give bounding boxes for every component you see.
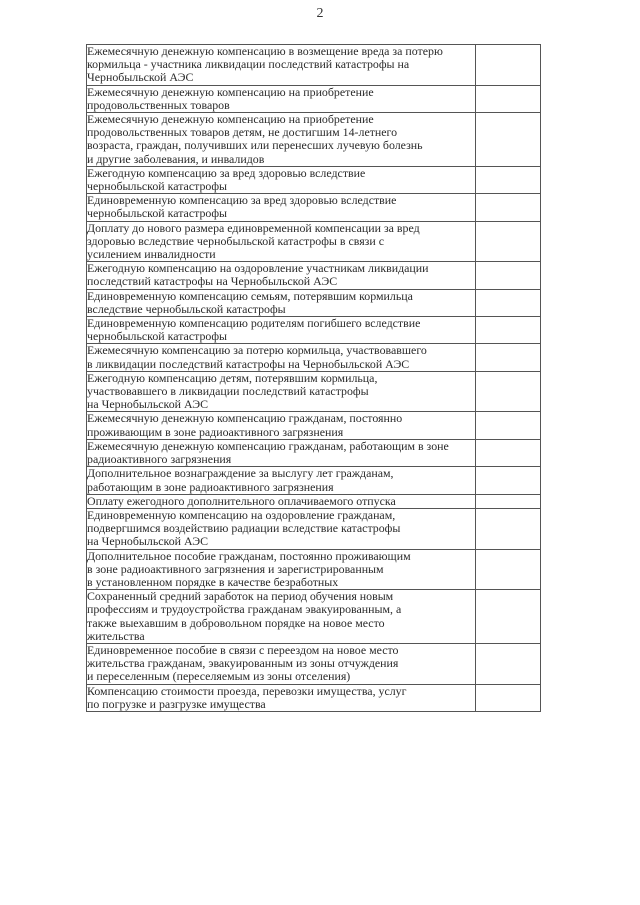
checkbox-cell[interactable] [476,166,541,193]
table-row [87,262,541,289]
checkbox-cell[interactable] [476,45,541,86]
benefit-description-cell [87,317,476,344]
benefit-text-line: Дополнительное пособие гражданам, постоянно проживающим [87,548,411,563]
benefit-text-line: Чернобыльской АЭС [87,70,194,85]
benefits-table-body [87,45,541,712]
benefit-text-line: Единовременную компенсацию семьям, потерявшим кормильца [87,288,413,303]
checkbox-cell[interactable] [476,439,541,466]
table-row [87,317,541,344]
benefit-text-line: по погрузке и разгрузке имущества [87,696,266,711]
benefit-text-line: Оплату ежегодного дополнительного оплачиваемого отпуска [87,493,396,508]
benefit-description-cell [87,439,476,466]
benefit-text-line: Единовременное пособие в связи с переездом на новое место [87,642,399,657]
checkbox-cell[interactable] [476,113,541,167]
benefit-description-cell [87,643,476,684]
benefit-text-line: Доплату до нового размера единовременной компенсации за вред [87,220,420,235]
table-row [87,371,541,412]
checkbox-cell[interactable] [476,508,541,549]
benefit-text-line: на Чернобыльской АЭС [87,397,209,412]
benefit-text-line: проживающим в зоне радиоактивного загрязнения [87,424,344,439]
table-row [87,439,541,466]
checkbox-cell[interactable] [476,85,541,112]
benefit-text-line: продовольственных товаров [87,97,230,112]
benefit-description-cell [87,45,476,86]
checkbox-cell[interactable] [476,643,541,684]
table-row [87,85,541,112]
benefit-text-line: Сохраненный средний заработок на период обучения новым [87,589,394,604]
benefit-description-cell [87,549,476,590]
table-row [87,590,541,644]
checkbox-cell[interactable] [476,289,541,316]
benefit-text-line: Ежемесячную денежную компенсацию на приобретение [87,112,374,127]
benefit-text-line: Единовременную компенсацию родителям погибшего вследствие [87,316,421,331]
benefit-description-cell [87,194,476,221]
checkbox-cell[interactable] [476,494,541,508]
benefit-text-line: возраста, граждан, получивших или перенесших лучевую болезнь [87,138,423,153]
benefit-text-line: Ежемесячную денежную компенсацию гражданам, работающим в зоне [87,438,449,453]
benefit-text-line: профессиям и трудоустройства гражданам эвакуированным, а [87,602,402,617]
checkbox-cell[interactable] [476,590,541,644]
table-row [87,166,541,193]
benefit-text-line: жительства [87,628,145,643]
benefit-text-line: в установленном порядке в качестве безработных [87,574,339,589]
benefit-text-line: Ежемесячную денежную компенсацию на приобретение [87,84,374,99]
benefit-text-line: здоровью вследствие чернобыльской катастрофы в связи с [87,233,384,248]
benefit-text-line: Ежегодную компенсацию за вред здоровью вследствие [87,165,366,180]
table-row [87,684,541,711]
benefit-text-line: последствий катастрофы на Чернобыльской АЭС [87,274,338,289]
benefit-description-cell [87,508,476,549]
benefit-text-line: чернобыльской катастрофы [87,329,228,344]
benefit-text-line: Компенсацию стоимости проезда, перевозки имущества, услуг [87,683,407,698]
benefit-text-line: также выехавшим в добровольном порядке на новое место [87,615,385,630]
table-row [87,289,541,316]
table-row [87,221,541,262]
checkbox-cell[interactable] [476,467,541,494]
checkbox-cell[interactable] [476,549,541,590]
table-row [87,113,541,167]
table-row [87,467,541,494]
benefit-text-line: Единовременную компенсацию за вред здоровью вследствие [87,193,397,208]
benefit-description-cell [87,684,476,711]
benefit-text-line: и переселенным (переселяемым из зоны отселения) [87,669,351,684]
checkbox-cell[interactable] [476,194,541,221]
checkbox-cell[interactable] [476,317,541,344]
benefit-text-line: радиоактивного загрязнения [87,452,232,467]
benefit-description-cell [87,590,476,644]
checkbox-cell[interactable] [476,371,541,412]
checkbox-cell[interactable] [476,684,541,711]
benefit-text-line: на Чернобыльской АЭС [87,534,209,549]
benefit-text-line: в ликвидации последствий катастрофы на Чернобыльской АЭС [87,356,410,371]
benefit-description-cell [87,412,476,439]
benefit-text-line: кормильца - участника ликвидации последствий катастрофы на [87,57,410,72]
checkbox-cell[interactable] [476,412,541,439]
benefit-text-line: Ежемесячную денежную компенсацию в возмещение вреда за потерю [87,44,443,58]
table-row [87,45,541,86]
benefit-description-cell [87,494,476,508]
page-number: 2 [316,6,324,21]
benefit-text-line: чернобыльской катастрофы [87,179,228,194]
table-row [87,508,541,549]
benefit-text-line: Ежегодную компенсацию на оздоровление участникам ликвидации [87,261,429,276]
benefits-table [86,44,541,712]
benefit-text-line: Ежемесячную компенсацию за потерю кормильца, участвовавшего [87,343,427,358]
benefit-description-cell [87,289,476,316]
table-row [87,194,541,221]
benefit-text-line: жительства гражданам, эвакуированным из зоны отчуждения [87,656,399,671]
benefit-text-line: Ежемесячную денежную компенсацию гражданам, постоянно [87,411,403,426]
table-row [87,412,541,439]
checkbox-cell[interactable] [476,344,541,371]
benefit-text-line: чернобыльской катастрофы [87,206,228,221]
checkbox-cell[interactable] [476,262,541,289]
checkbox-cell[interactable] [476,221,541,262]
benefit-text-line: подвергшимся воздействию радиации вследствие катастрофы [87,521,401,536]
table-row [87,344,541,371]
table-row [87,643,541,684]
benefit-description-cell [87,85,476,112]
benefit-description-cell [87,467,476,494]
benefit-description-cell [87,166,476,193]
table-row [87,549,541,590]
table-row [87,494,541,508]
benefit-text-line: Единовременную компенсацию на оздоровление гражданам, [87,507,396,522]
benefit-text-line: в зоне радиоактивного загрязнения и зарегистрированным [87,561,384,576]
benefit-text-line: вследствие чернобыльской катастрофы [87,301,286,316]
benefit-text-line: и другие заболевания, и инвалидов [87,151,265,166]
benefit-description-cell [87,221,476,262]
benefit-description-cell [87,113,476,167]
benefit-text-line: Дополнительное вознаграждение за выслугу лет гражданам, [87,466,394,481]
benefit-text-line: работающим в зоне радиоактивного загрязнения [87,479,334,494]
benefit-description-cell [87,371,476,412]
benefit-text-line: Ежегодную компенсацию детям, потерявшим кормильца, [87,370,378,385]
benefit-description-cell [87,262,476,289]
benefit-description-cell [87,344,476,371]
benefit-text-line: усилением инвалидности [87,247,216,262]
benefit-text-line: участвовавшего в ликвидации последствий катастрофы [87,384,369,399]
benefit-text-line: продовольственных товаров детям, не достигшим 14-летнего [87,125,398,140]
